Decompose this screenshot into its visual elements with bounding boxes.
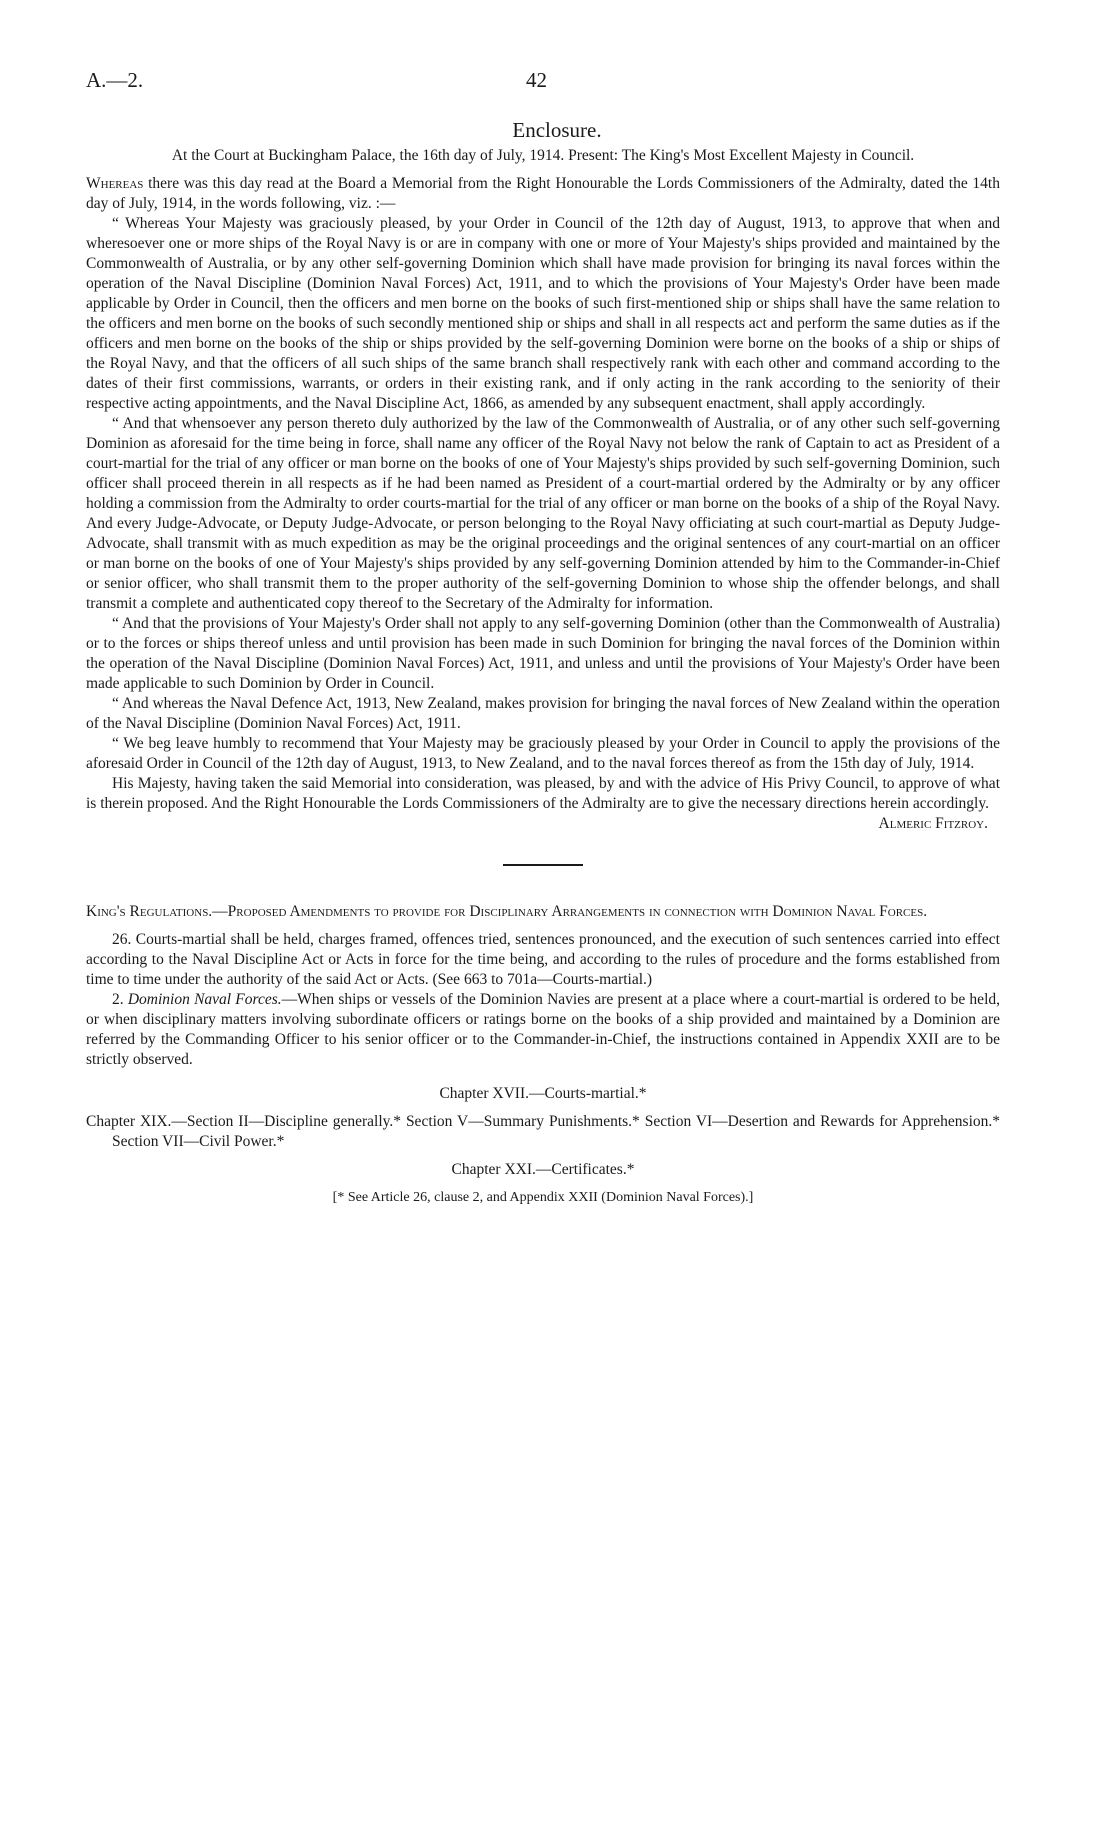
clause-2-text: —When ships or vessels of the Dominion Navies are present at a place where a court-martial is ordered to be held, or when disciplinary matters involving subordinate officers or ratings borne on the books of a ship provided and maintained by a Dominion are referred by the Commanding Officer to his senior officer or to the Commander-in-Chief, the instructions contained in Appendix XXII are to be strictly observed.: [86, 991, 1000, 1068]
article-26: 26. Courts-martial shall be held, charges framed, offences tried, sentences pronounced, and the execution of such sentences carried into effect according to the Naval Discipline Act or Acts in force for the time being, and according to the rules of procedure and the forms established from time to time under the authority of the said Act or Acts. (See 663 to 701a—Courts-martial.): [86, 931, 1000, 988]
memorial-paragraph: “ And whereas the Naval Defence Act, 1913, New Zealand, makes provision for bringing the naval forces of New Zealand within the operation of the Naval Discipline (Dominion Naval Forces) Act, 1911.: [86, 695, 1000, 732]
memorial-paragraph: “ Whereas Your Majesty was graciously pleased, by your Order in Council of the 12th day of August, 1913, to approve that when and wheresoever one or more ships of the Royal Navy is or are in company with one or more of Your Majesty's ships provided and maintained by the Commonwealth of Australia, or by any other self-governing Dominion which shall have made provision for bringing its naval forces within the operation of the Naval Discipline (Dominion Naval Forces) Act, 1911, and to which the provisions of Your Majesty's Order have been made applicable by Order in Council, then the officers and men borne on the books of such first-mentioned ship or ships shall have the same relation to the officers and men borne on the books of such secondly mentioned ship or ships and shall in all respects act and perform the same duties as if the officers and men borne on the books of the ship or ships provided by the self-governing Dominion were borne on the books of a ship or ships of the Royal Navy, and that the officers of all such ships of the same branch shall respectively rank with each other and command according to the dates of their first commissions, warrants, or orders in their existing rank, and if only acting in the rank according to the seniority of their respective acting appointments, and the Naval Discipline Act, 1866, as amended by any subsequent enactment, shall apply accordingly.: [86, 215, 1000, 412]
page-header: [86, 68, 1028, 92]
document-body: [86, 146, 1000, 1208]
resolution-paragraph: His Majesty, having taken the said Memorial into consideration, was pleased, by and with the advice of His Privy Council, to approve of what is therein proposed. And the Right Honourable the Lords Commissioners of the Admiralty are to give the necessary directions herein accordingly.: [86, 775, 1000, 812]
section-divider: [503, 864, 583, 866]
memorial-paragraph: “ And that the provisions of Your Majesty's Order shall not apply to any self-governing Dominion (other than the Commonwealth of Australia) or to the forces or ships thereof unless and until provision has been made in such Dominion for bringing the naval forces of the Dominion within the operation of the Naval Discipline (Dominion Naval Forces) Act, 1911, and unless and until the provisions of Your Majesty's Order have been made applicable to such Dominion by Order in Council.: [86, 615, 1000, 692]
chapter-xix: Chapter XIX.—Section II—Discipline generally.* Section V—Summary Punishments.* Section VI—Desertion and Rewards for Apprehension.* Section VII—Civil Power.*: [86, 1113, 1000, 1150]
signatory: Almeric Fitzroy.: [878, 815, 988, 832]
whereas-lead: Whereas: [86, 175, 144, 192]
document-reference: A.—2.: [86, 68, 144, 92]
footnote: [* See Article 26, clause 2, and Appendix XXII (Dominion Naval Forces).]: [332, 1190, 754, 1205]
clause-2-title: Dominion Naval Forces.: [127, 991, 282, 1008]
whereas-paragraph: [86, 174, 1000, 214]
clause-2: [86, 990, 1000, 1070]
memorial-paragraph: “ And that whensoever any person thereto duly authorized by the law of the Commonwealth of Australia, or of any other such self-governing Dominion as aforesaid for the time being in force, shall name any officer of the Royal Navy not below the rank of Captain to act as President of a court-martial for the trial of any officer or man borne on the books of one of Your Majesty's ships provided by such self-governing Dominion, such officer shall proceed therein in all respects as if he had been named as President of a court-martial ordered by the Admiralty or by any officer holding a commission from the Admiralty to order courts-martial for the trial of any officer or man borne on the books of a ship of the Royal Navy. And every Judge-Advocate, or Deputy Judge-Advocate, or person belonging to the Royal Navy officiating at such court-martial as Deputy Judge-Advocate, shall transmit with as much expedition as may be the original proceedings and the original sentences of any court-martial on an officer or man borne on the books of one of Your Majesty's ships provided by any self-governing Dominion attended by him to the Commander-in-Chief or senior officer, who shall transmit them to the proper authority of the self-governing Dominion to whose ship the offender belongs, and shall transmit a complete and authenticated copy thereof to the Secretary of the Admiralty for information.: [86, 415, 1000, 612]
chapter-xxi: Chapter XXI.—Certificates.*: [451, 1161, 635, 1178]
memorial-paragraph: “ We beg leave humbly to recommend that Your Majesty may be graciously pleased by your Order in Council to apply the provisions of the aforesaid Order in Council of the 12th day of August, 1913, to New Zealand, and to the naval forces thereof as from the 15th day of July, 1914.: [86, 735, 1000, 772]
clause-2-number: 2.: [112, 991, 124, 1008]
regulations-heading: King's Regulations.—Proposed Amendments to provide for Disciplinary Arrangements in connection with Dominion Naval Forces.: [86, 903, 928, 920]
whereas-text: there was this day read at the Board a Memorial from the Right Honourable the Lords Commissioners of the Admiralty, dated the 14th day of July, 1914, in the words following, viz. :—: [86, 175, 1000, 212]
chapter-xvii: Chapter XVII.—Courts-martial.*: [439, 1085, 647, 1102]
enclosure-title: Enclosure.: [512, 118, 602, 142]
court-line: At the Court at Buckingham Palace, the 16th day of July, 1914. Present: The King's Most Excellent Majesty in Council.: [171, 147, 915, 164]
page-number: 42: [526, 68, 547, 92]
